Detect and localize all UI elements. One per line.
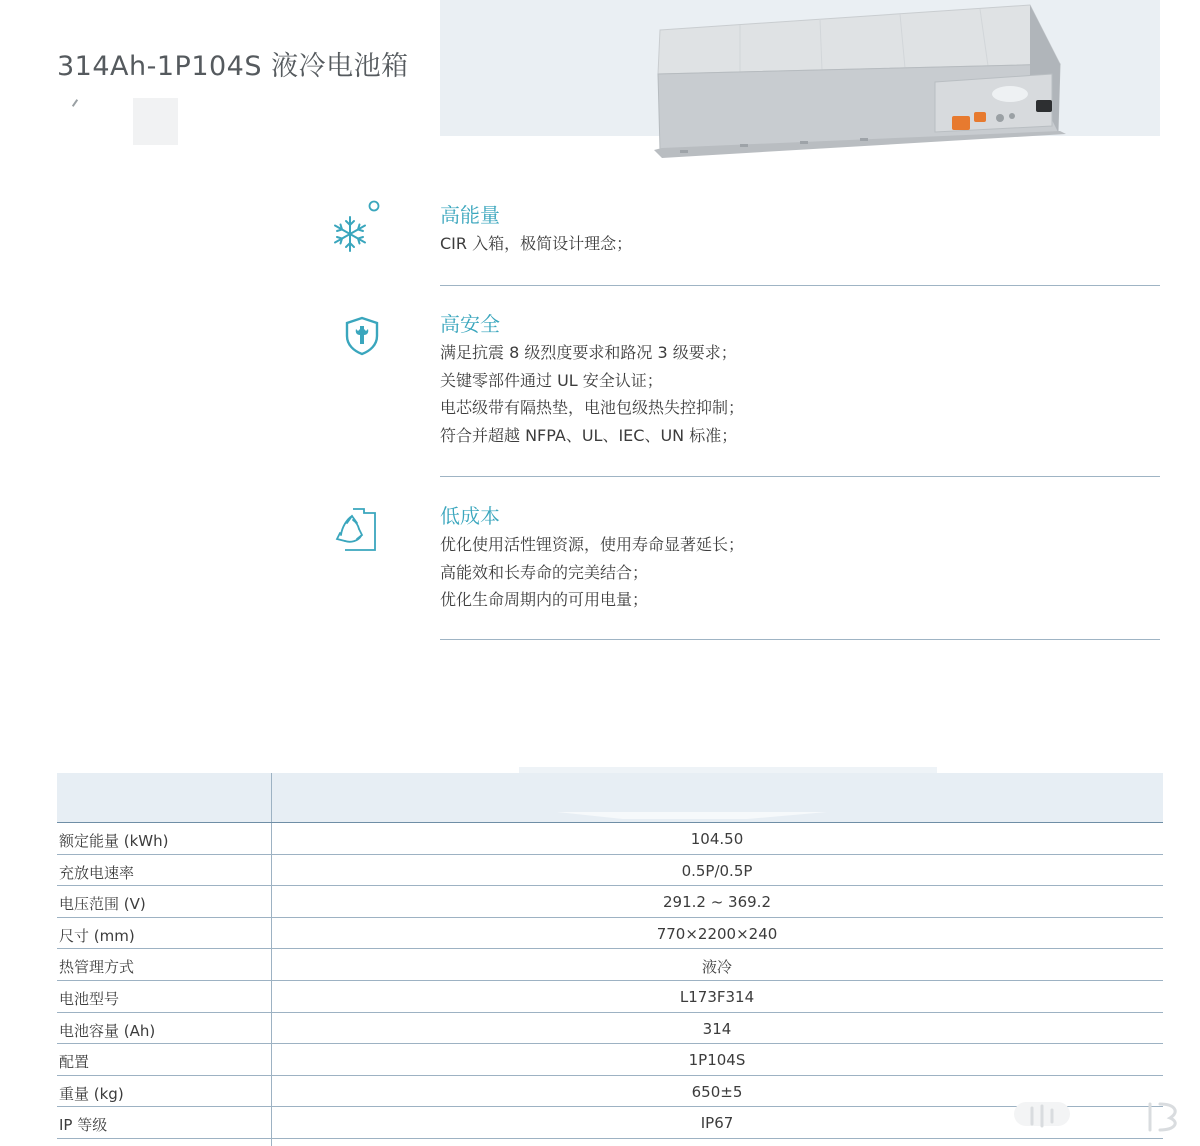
decorative-mark	[72, 99, 78, 107]
spec-value: 314	[702, 1019, 732, 1038]
feature-line: 关键零部件通过 UL 安全认证；	[440, 370, 663, 390]
page-title: 314Ah-1P104S 液冷电池箱	[57, 51, 409, 82]
feature-divider	[440, 639, 1160, 640]
feature-low-cost	[440, 503, 744, 614]
feature-line: 优化生命周期内的可用电量；	[440, 590, 649, 609]
feature-line: 符合并超越 NFPA、UL、IEC、UN 标准；	[440, 425, 738, 445]
battery-box-illustration	[440, 0, 1160, 170]
spec-label: 尺寸 (mm)	[59, 926, 135, 945]
feature-line: 电芯级带有隔热垫，电池包级热失控抑制；	[440, 398, 745, 417]
spec-label: 重量 (kg)	[59, 1084, 124, 1103]
feature-line: 优化使用活性锂资源，使用寿命显著延长；	[440, 535, 745, 554]
table-row	[57, 981, 1163, 1013]
feature-divider	[440, 285, 1160, 286]
table-row	[57, 918, 1163, 950]
shield-wrench-icon	[343, 316, 381, 360]
watermark-logo	[1010, 1098, 1190, 1134]
spec-value: 104.50	[690, 830, 744, 848]
spec-label: IP 等级	[59, 1116, 108, 1135]
spec-label: 电压范围 (V)	[59, 895, 146, 914]
spec-label: 电池型号	[59, 989, 120, 1008]
table-row	[57, 886, 1163, 918]
feature-line: 高能效和长寿命的完美结合；	[440, 562, 649, 582]
table-row	[57, 1013, 1163, 1045]
recycle-battery-icon	[335, 505, 379, 559]
feature-high-safety	[440, 311, 744, 449]
spec-label: 额定能量 (kWh)	[59, 832, 169, 850]
spec-label: 热管理方式	[59, 958, 135, 977]
table-row	[57, 1044, 1163, 1076]
feature-line: 满足抗震 8 级烈度要求和路况 3 级要求；	[440, 343, 737, 362]
spec-value: 650±5	[691, 1082, 743, 1101]
spec-value: L173F314	[679, 987, 755, 1006]
table-row	[57, 949, 1163, 981]
spec-table-header	[57, 773, 1163, 823]
spec-label: 配置	[59, 1053, 90, 1072]
feature-title: 低成本	[440, 504, 500, 528]
spec-value: IP67	[700, 1114, 734, 1133]
table-row	[57, 1076, 1163, 1108]
feature-title: 高安全	[440, 312, 500, 336]
table-row	[57, 1107, 1163, 1139]
spec-label: 充放电速率	[59, 863, 135, 882]
spec-value: 291.2 ~ 369.2	[663, 893, 771, 912]
placeholder-box	[133, 98, 178, 145]
spec-label: 电池容量 (Ah)	[59, 1021, 156, 1040]
spec-value: 0.5P/0.5P	[681, 861, 753, 880]
table-row	[57, 823, 1163, 855]
spec-value: 1P104S	[688, 1051, 746, 1070]
table-row	[57, 855, 1163, 887]
snowflake-icon	[330, 198, 384, 262]
feature-title: 高能量	[440, 203, 500, 227]
spec-value: 770×2200×240	[656, 924, 778, 943]
spec-table	[57, 823, 1163, 1139]
product-image-panel	[440, 0, 1160, 136]
feature-high-energy	[440, 202, 632, 258]
feature-line: CIR 入箱，极简设计理念；	[440, 234, 633, 253]
spec-value: 液冷	[701, 958, 732, 977]
feature-divider	[440, 476, 1160, 477]
